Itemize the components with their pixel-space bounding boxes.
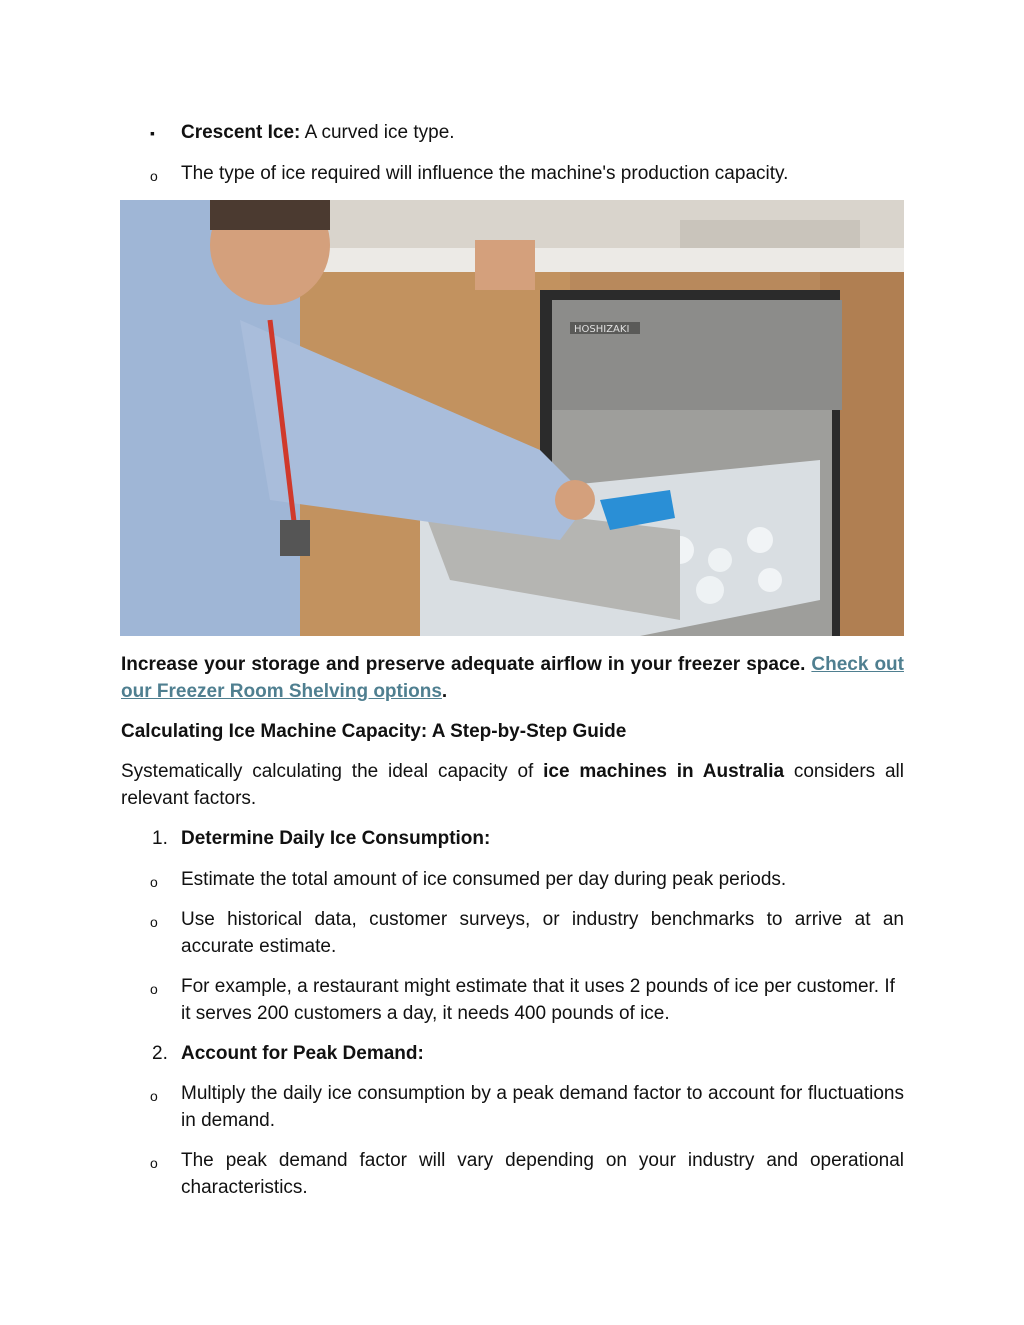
- square-bullet-icon: ▪: [150, 125, 155, 141]
- step-1-title: Determine Daily Ice Consumption:: [181, 828, 491, 849]
- intro-bold: ice machines in Australia: [543, 761, 785, 782]
- intro-before: Systematically calculating the ideal capacity of: [121, 761, 544, 782]
- intro-paragraph: [121, 758, 904, 812]
- step-1-bullet-2-text: Use historical data, customer surveys, or industry benchmarks to arrive at an accurate estimate.: [181, 909, 904, 957]
- step-1-number: 1.: [152, 828, 168, 849]
- ice-machine-photo: [120, 200, 904, 636]
- crescent-ice-desc: A curved ice type.: [300, 122, 455, 143]
- ice-type-text: The type of ice required will influence the machine's production capacity.: [181, 163, 789, 184]
- crescent-ice-term: Crescent Ice:: [181, 122, 301, 143]
- step-2-title: Account for Peak Demand:: [181, 1043, 424, 1064]
- step-2-bullet-1-text: Multiply the daily ice consumption by a peak demand factor to account for fluctuations in demand.: [181, 1083, 904, 1131]
- circle-bullet-icon: o: [150, 1155, 158, 1171]
- circle-bullet-icon: o: [150, 168, 158, 184]
- promo-end: .: [441, 681, 448, 702]
- intro-after: considers all relevant factors.: [121, 761, 904, 809]
- step-2-number: 2.: [152, 1043, 168, 1064]
- circle-bullet-icon: o: [150, 914, 158, 930]
- step-1-bullet-1-text: Estimate the total amount of ice consumed per day during peak periods.: [181, 869, 787, 890]
- circle-bullet-icon: o: [150, 1088, 158, 1104]
- step-1-bullet-3-text: For example, a restaurant might estimate that it uses 2 pounds of ice per customer. If it serves 200 customers a day, it needs 400 pounds of ice.: [181, 976, 895, 1024]
- circle-bullet-icon: o: [150, 874, 158, 890]
- section-heading: Calculating Ice Machine Capacity: A Step-by-Step Guide: [121, 721, 627, 742]
- circle-bullet-icon: o: [150, 981, 158, 997]
- step-2-bullet-2-text: The peak demand factor will vary depending on your industry and operational characteristics.: [181, 1150, 904, 1198]
- promo-paragraph: [121, 651, 904, 705]
- brand-label: HOSHIZAKI: [574, 324, 630, 335]
- promo-text: Increase your storage and preserve adequate airflow in your freezer space.: [121, 654, 806, 675]
- freezer-shelving-link[interactable]: Check out our Freezer Room Shelving options: [121, 654, 904, 702]
